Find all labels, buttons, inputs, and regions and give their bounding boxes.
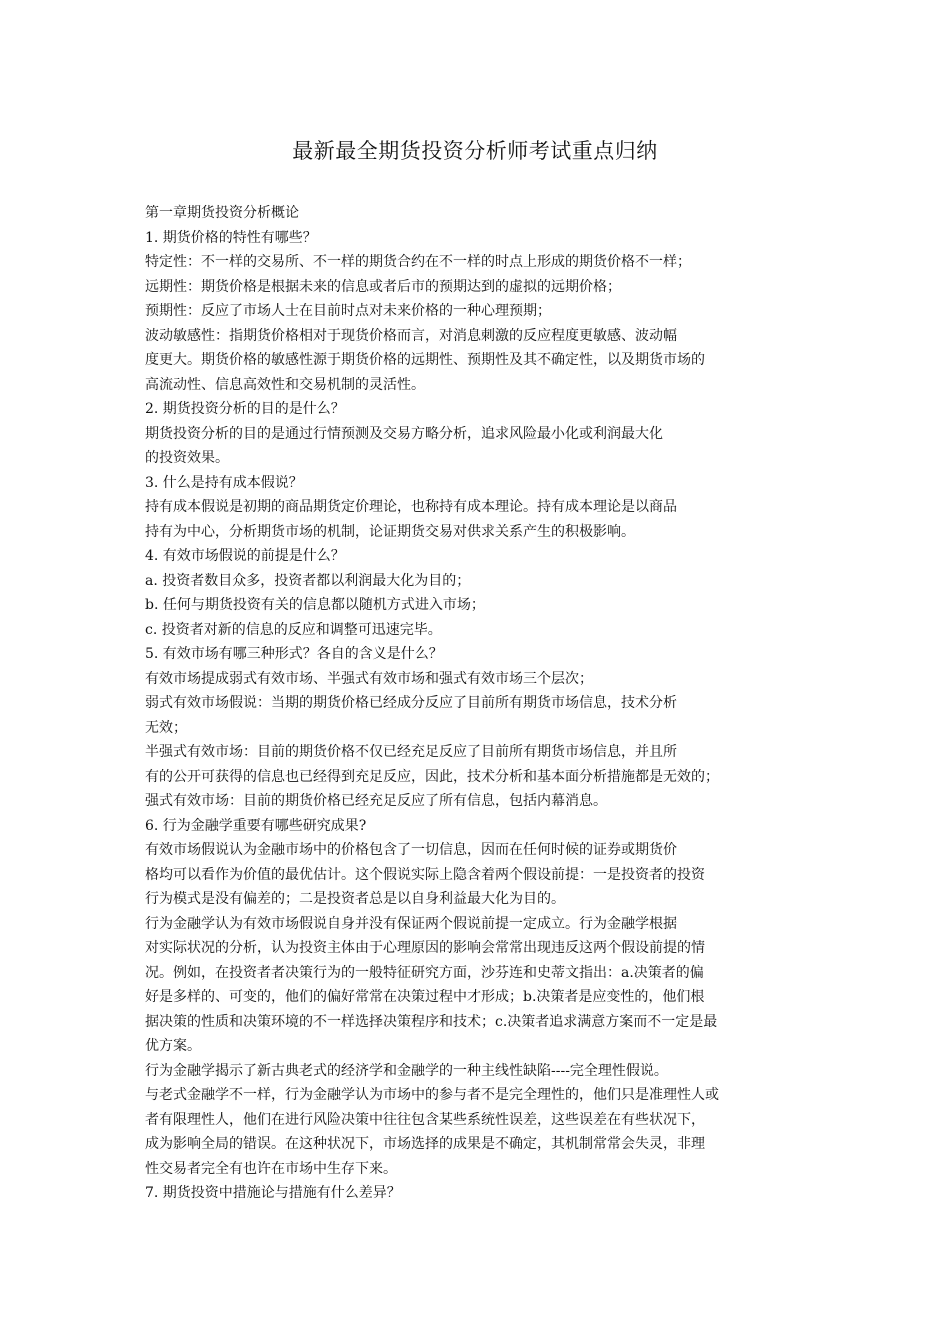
text-line: b. 任何与期货投资有关的信息都以随机方式进入市场；: [145, 597, 485, 613]
text-line: 3. 什么是持有成本假说？: [145, 474, 303, 491]
text-line: 高流动性、信息高效性和交易机制的灵活性。: [145, 376, 425, 393]
text-line: 据决策的性质和决策环境的不一样选择决策程序和技术；c.决策者追求满意方案而不一定是最: [145, 1013, 718, 1030]
text-line: 远期性：期货价格是根据未来的信息或者后市的预期达到的虚拟的远期价格；: [145, 278, 621, 295]
text-line: 对实际状况的分析，认为投资主体由于心理原因的影响会常常出现违反这两个假设前提的情: [145, 940, 705, 956]
text-line: 行为模式是没有偏差的；二是投资者总是以自身利益最大化为目的。: [145, 891, 565, 907]
text-line: 者有限理性人，他们在进行风险决策中往往包含某些系统性误差，这些误差在有些状况下，: [145, 1111, 705, 1128]
text-line: 行为金融学认为有效市场假说自身并没有保证两个假说前提一定成立。行为金融学根据: [145, 915, 677, 932]
text-line: 行为金融学揭示了新古典老式的经济学和金融学的一种主线性缺陷----完全理性假说。: [145, 1062, 668, 1079]
text-line: 持有成本假说是初期的商品期货定价理论，也称持有成本理论。持有成本理论是以商品: [145, 499, 677, 515]
text-line: 无效；: [145, 719, 187, 736]
text-line: 格均可以看作为价值的最优估计。这个假说实际上隐含着两个假设前提：一是投资者的投资: [145, 866, 705, 883]
text-line: 弱式有效市场假说：当期的期货价格已经成分反应了目前所有期货市场信息，技术分析: [145, 695, 677, 711]
text-line: 2. 期货投资分析的目的是什么？: [145, 401, 345, 417]
text-line: 优方案。: [145, 1038, 201, 1054]
text-line: 好是多样的、可变的，他们的偏好常常在决策过程中才形成；b.决策者是应变性的，他们根: [145, 989, 705, 1005]
text-line: 有效市场假说认为金融市场中的价格包含了一切信息，因而在任何时候的证券或期货价: [145, 842, 677, 858]
text-line: 持有为中心，分析期货市场的机制，论证期货交易对供求关系产生的积极影响。: [145, 523, 635, 540]
text-line: 预期性：反应了市场人士在目前时点对未来价格的一种心理预期；: [145, 303, 551, 319]
text-line: 特定性：不一样的交易所、不一样的期货合约在不一样的时点上形成的期货价格不一样；: [145, 254, 691, 270]
text-line: 度更大。期货价格的敏感性源于期货价格的远期性、预期性及其不确定性，以及期货市场的: [145, 352, 705, 368]
text-line: 有的公开可获得的信息也已经得到充足反应，因此，技术分析和基本面分析措施都是无效的；: [145, 768, 719, 785]
text-line: 6. 行为金融学重要有哪些研究成果?: [145, 817, 367, 834]
text-line: 强式有效市场：目前的期货价格已经充足反应了所有信息，包括内幕消息。: [145, 793, 607, 809]
document-body: [145, 201, 815, 1206]
text-line: 4. 有效市场假说的前提是什么？: [145, 548, 345, 564]
text-line: 的投资效果。: [145, 450, 229, 466]
text-line: 况。例如，在投资者者决策行为的一般特征研究方面，沙芬连和史蒂文指出：a.决策者的偏: [145, 964, 704, 981]
document-title: 最新最全期货投资分析师考试重点归纳: [292, 139, 658, 163]
text-line: 成为影响全局的错误。在这种状况下，市场选择的成果是不确定，其机制常常会失灵，非理: [145, 1136, 705, 1152]
text-line: c. 投资者对新的信息的反应和调整可迅速完毕。: [145, 621, 442, 638]
text-line: 与老式金融学不一样，行为金融学认为市场中的参与者不是完全理性的，他们只是准理性人或: [145, 1087, 719, 1103]
text-line: 5. 有效市场有哪三种形式？各自的含义是什么？: [145, 646, 443, 662]
text-line: 7. 期货投资中措施论与措施有什么差异？: [145, 1185, 401, 1201]
text-line: 有效市场提成弱式有效市场、半强式有效市场和强式有效市场三个层次；: [145, 670, 593, 687]
text-line: 半强式有效市场：目前的期货价格不仅已经充足反应了目前所有期货市场信息，并且所: [145, 744, 677, 760]
text-line: 1. 期货价格的特性有哪些？: [145, 229, 317, 246]
text-line: 期货投资分析的目的是通过行情预测及交易方略分析，追求风险最小化或利润最大化: [145, 425, 663, 442]
text-line: 性交易者完全有也许在市场中生存下来。: [145, 1160, 397, 1177]
text-line: 波动敏感性：指期货价格相对于现货价格而言，对消息刺激的反应程度更敏感、波动幅: [145, 327, 677, 344]
text-line: a. 投资者数目众多，投资者都以利润最大化为目的；: [145, 572, 471, 589]
text-line: 第一章期货投资分析概论: [145, 205, 299, 221]
